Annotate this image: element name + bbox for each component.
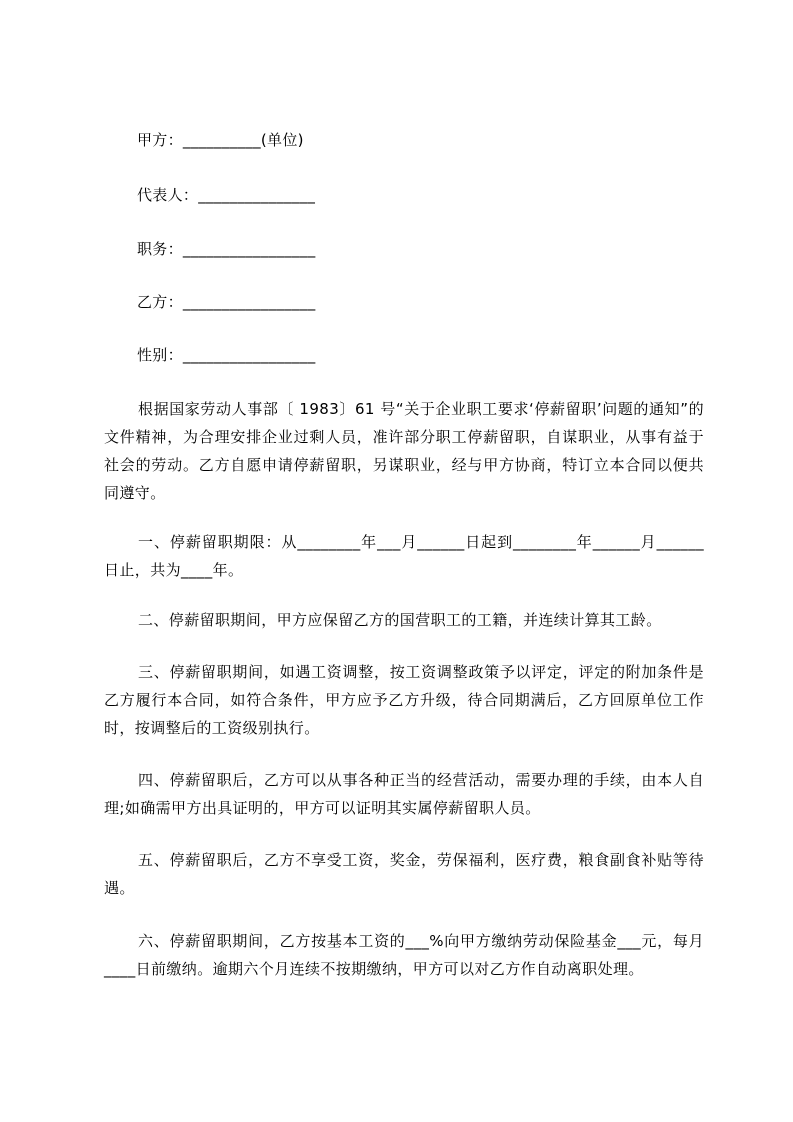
gender-field: 性别：_________________ — [137, 346, 316, 364]
clause-4: 四、停薪留职后，乙方可以从事各种正当的经营活动，需要办理的手续，由本人自理;如确需甲方出具证明的，甲方可以证明其实属停薪留职人员。 — [104, 771, 704, 817]
clause-5: 五、停薪留职后，乙方不享受工资，奖金，劳保福利，医疗费，粮食副食补贴等待遇。 — [104, 851, 704, 897]
clause-1: 一、停薪留职期限：从________年___月______日起到________年______月______日止，共为____年。 — [104, 533, 704, 579]
position-field: 职务：_________________ — [137, 240, 316, 258]
clause-2: 二、停薪留职期间，甲方应保留乙方的国营职工的工籍，并连续计算其工龄。 — [138, 611, 662, 629]
representative-field: 代表人：_______________ — [137, 186, 316, 204]
clause-3: 三、停薪留职期间，如遇工资调整，按工资调整政策予以评定，评定的附加条件是乙方履行本合同，如符合条件，甲方应予乙方升级，待合同期满后，乙方回原单位工作时，按调整后的工资级别执行。 — [104, 663, 704, 737]
intro-paragraph: 根据国家劳动人事部〔 1983〕61 号“关于企业职工要求‘停薪留职’问题的通知”的文件精神，为合理安排企业过剩人员，准许部分职工停薪留职，自谋职业，从事有益于社会的劳动。乙方自愿申请停薪留职，另谋职业，经与甲方协商，特订立本合同以便共同遵守。 — [104, 400, 704, 502]
clause-6: 六、停薪留职期间，乙方按基本工资的___%向甲方缴纳劳动保险基金___元，每月____日前缴纳。逾期六个月连续不按期缴纳，甲方可以对乙方作自动离职处理。 — [104, 932, 704, 978]
party-a-field: 甲方：__________(单位) — [137, 131, 304, 149]
party-b-field: 乙方：_________________ — [137, 293, 316, 311]
